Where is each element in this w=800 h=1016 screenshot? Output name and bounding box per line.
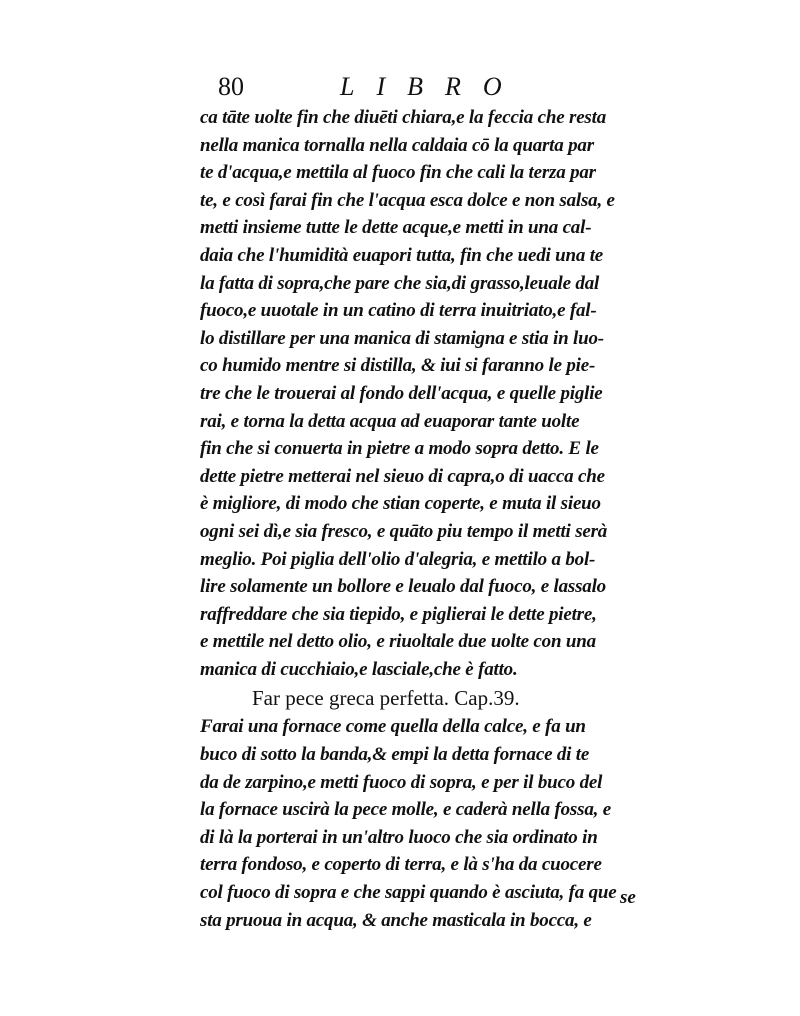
text-line: lire solamente un bollore e leualo dal fuoco, e lassalo xyxy=(200,576,606,598)
text-line: manica di cucchiaio,e lasciale,che è fatto. xyxy=(200,658,518,680)
text-line: te, e così farai fin che l'acqua esca dolce e non salsa, e xyxy=(200,189,615,211)
text-line: e mettile nel detto olio, e riuoltale due uolte con una xyxy=(200,631,596,653)
body-text xyxy=(200,104,660,934)
page-number: 80 xyxy=(218,72,244,101)
text-line: rai, e torna la detta acqua ad euaporar tante uolte xyxy=(200,410,580,432)
text-line: la fornace uscirà la pece molle, e caderà nella fossa, e xyxy=(200,799,611,821)
text-line: Farai una fornace come quella della calce, e fa un xyxy=(200,716,586,738)
running-head: LIBRO xyxy=(340,72,524,101)
text-line: co humido mentre si distilla, & iui si faranno le pie- xyxy=(200,355,596,377)
text-line: dette pietre metterai nel sieuo di capra,o di uacca che xyxy=(200,465,605,487)
text-line: raffreddare che sia tiepido, e piglierai le dette pietre, xyxy=(200,603,597,625)
text-line: di là la porterai in un'altro luoco che sia ordinato in xyxy=(200,826,598,848)
text-line: daia che l'humidità euapori tutta, fin che uedi una te xyxy=(200,244,604,266)
text-line: fin che si conuerta in pietre a modo sopra detto. E le xyxy=(200,438,599,460)
text-line: ogni sei dì,e sia fresco, e quāto piu tempo il metti serà xyxy=(200,520,608,542)
text-line: la fatta di sopra,che pare che sia,di grasso,leuale dal xyxy=(200,272,600,294)
text-line: fuoco,e uuotale in un catino di terra inuitriato,e fal- xyxy=(200,300,597,322)
chapter-heading: Far pece greca perfetta. Cap.39. xyxy=(252,686,520,711)
text-line: sta pruoua in acqua, & anche masticala in bocca, e xyxy=(200,909,592,931)
text-line: nella manica tornalla nella caldaia cō la quarta par xyxy=(200,134,594,156)
text-line: meglio. Poi piglia dell'olio d'alegria, e mettilo a bol- xyxy=(200,548,596,570)
text-line: lo distillare per una manica di stamigna e stia in luo- xyxy=(200,327,604,349)
text-line: te d'acqua,e mettila al fuoco fin che cali la terza par xyxy=(200,162,596,184)
page-header xyxy=(200,72,620,106)
text-line: da de zarpino,e metti fuoco di sopra, e per il buco del xyxy=(200,771,603,793)
text-line: tre che le trouerai al fondo dell'acqua, e quelle piglie xyxy=(200,382,603,404)
text-line: buco di sotto la banda,& empi la detta fornace di te xyxy=(200,744,590,766)
text-line: terra fondoso, e coperto di terra, e là s'ha da cuocere xyxy=(200,854,602,876)
text-line: è migliore, di modo che stian coperte, e muta il sieuo xyxy=(200,493,601,515)
text-line: col fuoco di sopra e che sappi quando è asciuta, fa que xyxy=(200,882,617,904)
text-line: ca tāte uolte fin che diuēti chiara,e la feccia che resta xyxy=(200,107,606,128)
text-line: metti insieme tutte le dette acque,e metti in una cal- xyxy=(200,217,592,239)
catchword: se xyxy=(620,887,636,908)
